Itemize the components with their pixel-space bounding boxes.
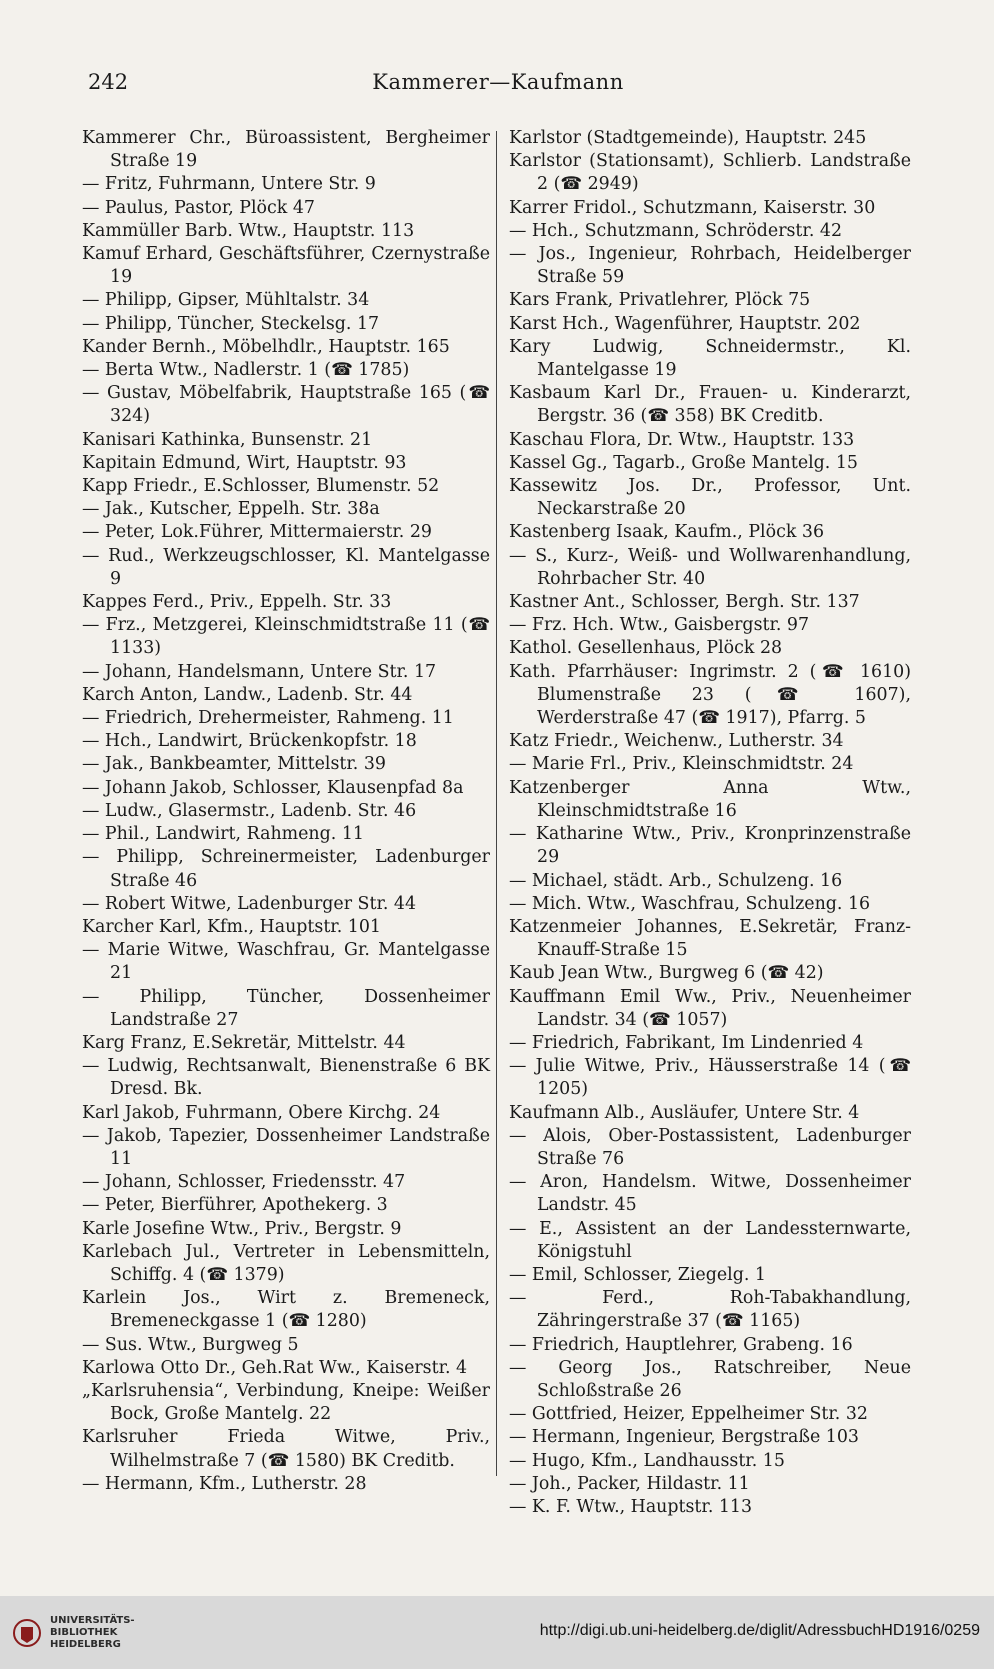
right-column [497, 127, 911, 1517]
directory-entry: — Joh., Packer, Hildastr. 11 [509, 1473, 750, 1494]
seal-icon [12, 1613, 42, 1653]
directory-entry: Kamuf Erhard, Geschäftsführer, Czernystraße 19 [82, 244, 490, 288]
directory-entry: — Gottfried, Heizer, Eppelheimer Str. 32 [509, 1404, 868, 1425]
directory-entry: Karrer Fridol., Schutzmann, Kaiserstr. 30 [509, 197, 876, 218]
directory-entry: Katzenmeier Johannes, E.Sekretär, Franz-Knauff-Straße 15 [509, 916, 911, 961]
directory-entry: Karl Jakob, Fuhrmann, Obere Kirchg. 24 [82, 1102, 441, 1123]
directory-entry: — Frz. Hch. Wtw., Gaisbergstr. 97 [509, 615, 810, 636]
directory-entry: Kassewitz Jos. Dr., Professor, Unt. Neckarstraße 20 [509, 476, 911, 520]
directory-entry: — S., Kurz-, Weiß- und Wollwarenhandlung, Rohrbacher Str. 40 [509, 545, 911, 589]
directory-entry: — Hch., Landwirt, Brückenkopfstr. 18 [82, 731, 417, 752]
directory-entry: — Fritz, Fuhrmann, Untere Str. 9 [82, 174, 376, 195]
directory-entry: „Karlsruhensia“, Verbindung, Kneipe: Weißer Bock, Große Mantelg. 22 [82, 1380, 490, 1425]
directory-entry: — Jak., Bankbeamter, Mittelstr. 39 [82, 754, 386, 775]
directory-entry: — Hermann, Ingenieur, Bergstraße 103 [509, 1427, 859, 1448]
directory-entry: Karlsruher Frieda Witwe, Priv., Wilhelmstraße 7 (☎ 1580) BK Creditb. [82, 1427, 490, 1471]
directory-entry: — Johann, Handelsmann, Untere Str. 17 [82, 661, 437, 682]
directory-entry: Katzenberger Anna Wtw., Kleinschmidtstraße 16 [509, 777, 911, 821]
institution-name [50, 1615, 135, 1651]
directory-entry: — Peter, Bierführer, Apothekerg. 3 [82, 1195, 388, 1216]
directory-entry: — E., Assistent an der Landessternwarte, Königstuhl [509, 1218, 911, 1262]
directory-entry: Karle Josefine Wtw., Priv., Bergstr. 9 [82, 1218, 402, 1239]
left-column [82, 127, 496, 1494]
directory-entry: — Hugo, Kfm., Landhausstr. 15 [509, 1450, 785, 1471]
directory-entry: — Paulus, Pastor, Plöck 47 [82, 197, 315, 218]
directory-entry: Kammüller Barb. Wtw., Hauptstr. 113 [82, 220, 415, 241]
directory-entry: Kathol. Gesellenhaus, Plöck 28 [509, 638, 783, 659]
directory-entry: Kath. Pfarrhäuser: Ingrimstr. 2 (☎ 1610) Blumenstraße 23 (☎ 1607), Werderstraße 47 (☎ 1917), Pfarrg. 5 [509, 661, 911, 729]
directory-entry: — Emil, Schlosser, Ziegelg. 1 [509, 1264, 766, 1285]
footer-bar [0, 1596, 994, 1669]
directory-entry: Kaub Jean Wtw., Burgweg 6 (☎ 42) [509, 963, 824, 984]
directory-entry: — Johann Jakob, Schlosser, Klausenpfad 8a [82, 777, 464, 798]
directory-entry: Kastenberg Isaak, Kaufm., Plöck 36 [509, 522, 825, 543]
directory-entry: — Rud., Werkzeugschlosser, Kl. Mantelgasse 9 [82, 545, 490, 589]
directory-entry: — Gustav, Möbelfabrik, Hauptstraße 165 (☎ 324) [82, 383, 490, 427]
directory-entry: Karg Franz, E.Sekretär, Mittelstr. 44 [82, 1032, 406, 1053]
directory-entry: Kapitain Edmund, Wirt, Hauptstr. 93 [82, 452, 407, 473]
directory-entry: — Philipp, Schreinermeister, Ladenburger Straße 46 [82, 847, 490, 891]
directory-entry: — Robert Witwe, Ladenburger Str. 44 [82, 893, 417, 914]
directory-entry: — Michael, städt. Arb., Schulzeng. 16 [509, 870, 843, 891]
directory-entry: Karlstor (Stationsamt), Schlierb. Landstraße 2 (☎ 2949) [509, 151, 911, 195]
directory-entry: Kastner Ant., Schlosser, Bergh. Str. 137 [509, 592, 860, 613]
page-header [88, 70, 908, 100]
directory-entry: — Hch., Schutzmann, Schröderstr. 42 [509, 220, 843, 241]
directory-entry: — Philipp, Tüncher, Dossenheimer Landstraße 27 [82, 986, 490, 1030]
directory-entry: — Philipp, Tüncher, Steckelsg. 17 [82, 313, 380, 334]
directory-entry: Karcher Karl, Kfm., Hauptstr. 101 [82, 916, 381, 937]
directory-entry: — Sus. Wtw., Burgweg 5 [82, 1334, 299, 1355]
directory-entry: — Marie Frl., Priv., Kleinschmidtstr. 24 [509, 754, 854, 775]
directory-entry: — Jakob, Tapezier, Dossenheimer Landstraße 11 [82, 1125, 490, 1169]
directory-entry: Kassel Gg., Tagarb., Große Mantelg. 15 [509, 452, 858, 473]
directory-entry: — Jak., Kutscher, Eppelh. Str. 38a [82, 499, 380, 520]
directory-entry: Karst Hch., Wagenführer, Hauptstr. 202 [509, 313, 861, 334]
running-head: Kammerer—Kaufmann [372, 70, 624, 94]
directory-entry: Kapp Friedr., E.Schlosser, Blumenstr. 52 [82, 476, 440, 497]
directory-entry: Kaschau Flora, Dr. Wtw., Hauptstr. 133 [509, 429, 855, 450]
directory-entry: — Friedrich, Fabrikant, Im Lindenried 4 [509, 1032, 864, 1053]
directory-entry: — Phil., Landwirt, Rahmeng. 11 [82, 824, 364, 845]
directory-entry: Karlowa Otto Dr., Geh.Rat Ww., Kaiserstr. 4 [82, 1357, 468, 1378]
directory-entry: — Friedrich, Drehermeister, Rahmeng. 11 [82, 708, 454, 729]
directory-entry: — Aron, Handelsm. Witwe, Dossenheimer Landstr. 45 [509, 1172, 911, 1216]
directory-entry: Kasbaum Karl Dr., Frauen- u. Kinderarzt, Bergstr. 36 (☎ 358) BK Creditb. [509, 383, 911, 427]
directory-entry: — Berta Wtw., Nadlerstr. 1 (☎ 1785) [82, 360, 410, 381]
directory-entry: Kander Bernh., Möbelhdlr., Hauptstr. 165 [82, 336, 450, 357]
directory-entry: Kauffmann Emil Ww., Priv., Neuenheimer Landstr. 34 (☎ 1057) [509, 986, 911, 1030]
directory-entry: — Johann, Schlosser, Friedensstr. 47 [82, 1172, 406, 1193]
directory-entry: — Philipp, Gipser, Mühltalstr. 34 [82, 290, 370, 311]
directory-entry: — Marie Witwe, Waschfrau, Gr. Mantelgasse 21 [82, 940, 490, 984]
directory-entry: Karch Anton, Landw., Ladenb. Str. 44 [82, 684, 413, 705]
directory-entry: — Mich. Wtw., Waschfrau, Schulzeng. 16 [509, 893, 871, 914]
directory-entry: — Alois, Ober-Postassistent, Ladenburger Straße 76 [509, 1125, 911, 1169]
directory-columns [82, 127, 918, 1517]
directory-entry: — Ludw., Glasermstr., Ladenb. Str. 46 [82, 800, 417, 821]
directory-entry: — Frz., Metzgerei, Kleinschmidtstraße 11 (☎ 1133) [82, 615, 490, 659]
directory-entry: — Julie Witwe, Priv., Häusserstraße 14 (☎ 1205) [509, 1056, 911, 1100]
library-logo [12, 1613, 135, 1653]
directory-entry: Katz Friedr., Weichenw., Lutherstr. 34 [509, 731, 844, 752]
directory-entry: — K. F. Wtw., Hauptstr. 113 [509, 1496, 753, 1517]
institution-line: BIBLIOTHEK [50, 1626, 118, 1638]
directory-entry: — Peter, Lok.Führer, Mittermaierstr. 29 [82, 522, 432, 543]
directory-entry: Kanisari Kathinka, Bunsenstr. 21 [82, 429, 373, 450]
directory-entry: Kappes Ferd., Priv., Eppelh. Str. 33 [82, 592, 392, 613]
directory-entry: — Hermann, Kfm., Lutherstr. 28 [82, 1473, 367, 1494]
directory-entry: Karlein Jos., Wirt z. Bremeneck, Bremeneckgasse 1 (☎ 1280) [82, 1288, 490, 1332]
institution-line: HEIDELBERG [50, 1638, 121, 1650]
directory-entry: — Ludwig, Rechtsanwalt, Bienenstraße 6 BK Dresd. Bk. [82, 1056, 490, 1100]
directory-entry: Karlebach Jul., Vertreter in Lebensmitteln, Schiffg. 4 (☎ 1379) [82, 1241, 490, 1285]
directory-entry: — Friedrich, Hauptlehrer, Grabeng. 16 [509, 1334, 853, 1355]
directory-entry: Kary Ludwig, Schneidermstr., Kl. Mantelgasse 19 [509, 336, 911, 381]
source-url-link[interactable]: http://digi.ub.uni-heidelberg.de/diglit/AdressbuchHD1916/0259 [539, 1622, 980, 1639]
directory-entry: Kars Frank, Privatlehrer, Plöck 75 [509, 290, 811, 311]
directory-entry: — Georg Jos., Ratschreiber, Neue Schloßstraße 26 [509, 1357, 911, 1401]
institution-line: UNIVERSITÄTS- [50, 1614, 135, 1626]
directory-entry: — Ferd., Roh-Tabakhandlung, Zähringerstraße 37 (☎ 1165) [509, 1288, 911, 1332]
directory-entry: Kaufmann Alb., Ausläufer, Untere Str. 4 [509, 1102, 860, 1123]
directory-entry: Kammerer Chr., Büroassistent, Bergheimer Straße 19 [82, 128, 490, 172]
directory-entry: — Katharine Wtw., Priv., Kronprinzenstraße 29 [509, 824, 911, 868]
directory-entry: — Jos., Ingenieur, Rohrbach, Heidelberger Straße 59 [509, 244, 911, 288]
page-number: 242 [88, 70, 129, 94]
directory-entry: Karlstor (Stadtgemeinde), Hauptstr. 245 [509, 128, 867, 148]
